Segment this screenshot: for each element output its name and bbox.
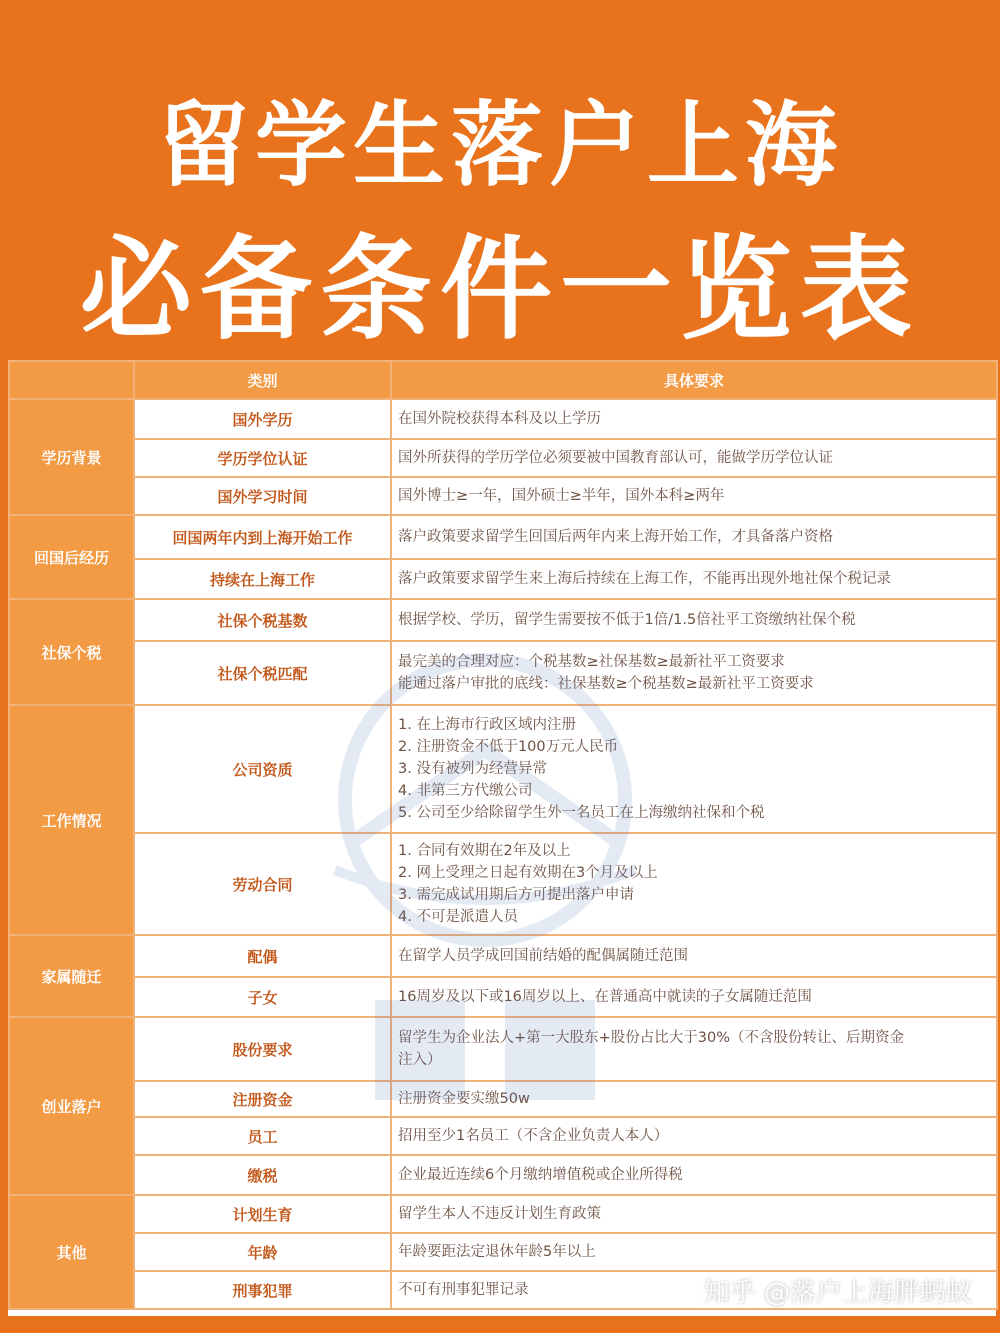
table-row bbox=[9, 641, 997, 705]
table-header-row bbox=[9, 361, 997, 399]
category-cell: 学历背景 bbox=[9, 399, 134, 515]
table-row bbox=[9, 1017, 997, 1081]
header-cell-requirements: 具体要求 bbox=[391, 361, 997, 399]
requirement-line: 不可有刑事犯罪记录 bbox=[398, 1282, 529, 1298]
requirement-cell bbox=[391, 515, 997, 559]
requirement-line: 在国外院校获得本科及以上学历 bbox=[398, 411, 601, 427]
item-cell: 劳动合同 bbox=[134, 833, 391, 935]
table-row bbox=[9, 1081, 997, 1117]
table-row bbox=[9, 1117, 997, 1155]
table-row bbox=[9, 1271, 997, 1309]
requirement-cell bbox=[391, 641, 997, 705]
category-cell: 回国后经历 bbox=[9, 515, 134, 599]
title-area bbox=[0, 0, 1000, 355]
requirements-table-container bbox=[8, 360, 996, 1316]
requirement-cell bbox=[391, 1271, 997, 1309]
requirement-line: 国外博士≥一年，国外硕士≥半年，国外本科≥两年 bbox=[398, 488, 725, 504]
header-cell-blank bbox=[9, 361, 134, 399]
item-cell: 学历学位认证 bbox=[134, 439, 391, 477]
requirement-line: 注入） bbox=[398, 1052, 442, 1068]
requirement-line: 留学生为企业法人+第一大股东+股份占比大于30%（不含股份转让、后期资金 bbox=[398, 1030, 905, 1046]
table-row bbox=[9, 1155, 997, 1195]
table-row bbox=[9, 977, 997, 1017]
requirement-line: 1. 合同有效期在2年及以上 bbox=[398, 843, 571, 859]
page-title-line2: 必备条件一览表 bbox=[80, 225, 920, 355]
requirement-line: 4. 不可是派遣人员 bbox=[398, 909, 518, 925]
requirement-cell bbox=[391, 599, 997, 641]
item-cell: 股份要求 bbox=[134, 1017, 391, 1081]
table-row bbox=[9, 559, 997, 599]
requirement-line: 年龄要距法定退休年龄5年以上 bbox=[398, 1244, 596, 1260]
requirement-line: 2. 注册资金不低于100万元人民币 bbox=[398, 739, 619, 755]
requirement-line: 落户政策要求留学生回国后两年内来上海开始工作，才具备落户资格 bbox=[398, 529, 833, 545]
requirement-line: 2. 网上受理之日起有效期在3个月及以上 bbox=[398, 865, 658, 881]
requirement-cell bbox=[391, 559, 997, 599]
requirement-cell bbox=[391, 935, 997, 977]
category-cell: 社保个税 bbox=[9, 599, 134, 705]
requirement-cell bbox=[391, 399, 997, 439]
requirement-line: 最完美的合理对应：个税基数≥社保基数≥最新社平工资要求 bbox=[398, 654, 785, 670]
table-row bbox=[9, 833, 997, 935]
table-row bbox=[9, 399, 997, 439]
table-row bbox=[9, 1233, 997, 1271]
table-row bbox=[9, 439, 997, 477]
item-cell: 注册资金 bbox=[134, 1081, 391, 1117]
item-cell: 国外学习时间 bbox=[134, 477, 391, 515]
item-cell: 社保个税基数 bbox=[134, 599, 391, 641]
requirement-line: 落户政策要求留学生来上海后持续在上海工作，不能再出现外地社保个税记录 bbox=[398, 571, 891, 587]
requirement-cell bbox=[391, 477, 997, 515]
requirement-line: 能通过落户审批的底线：社保基数≥个税基数≥最新社平工资要求 bbox=[398, 676, 814, 692]
item-cell: 配偶 bbox=[134, 935, 391, 977]
requirement-line: 留学生本人不违反计划生育政策 bbox=[398, 1206, 601, 1222]
item-cell: 计划生育 bbox=[134, 1195, 391, 1233]
requirement-line: 3. 需完成试用期后方可提出落户申请 bbox=[398, 887, 634, 903]
item-cell: 子女 bbox=[134, 977, 391, 1017]
item-cell: 公司资质 bbox=[134, 705, 391, 833]
requirement-line: 3. 没有被列为经营异常 bbox=[398, 761, 547, 777]
item-cell: 年龄 bbox=[134, 1233, 391, 1271]
item-cell: 回国两年内到上海开始工作 bbox=[134, 515, 391, 559]
requirement-line: 16周岁及以下或16周岁以上、在普通高中就读的子女属随迁范围 bbox=[398, 989, 812, 1005]
item-cell: 持续在上海工作 bbox=[134, 559, 391, 599]
requirement-line: 1. 在上海市行政区域内注册 bbox=[398, 717, 576, 733]
requirement-line: 国外所获得的学历学位必须要被中国教育部认可，能做学历学位认证 bbox=[398, 450, 833, 466]
category-cell: 创业落户 bbox=[9, 1017, 134, 1195]
requirement-line: 在留学人员学成回国前结婚的配偶属随迁范围 bbox=[398, 948, 688, 964]
requirement-line: 4. 非第三方代缴公司 bbox=[398, 783, 533, 799]
item-cell: 员工 bbox=[134, 1117, 391, 1155]
requirement-line: 注册资金要实缴50w bbox=[398, 1091, 530, 1107]
table-row bbox=[9, 935, 997, 977]
requirement-cell bbox=[391, 1155, 997, 1195]
category-cell: 家属随迁 bbox=[9, 935, 134, 1017]
requirement-cell bbox=[391, 977, 997, 1017]
table-row bbox=[9, 705, 997, 833]
item-cell: 国外学历 bbox=[134, 399, 391, 439]
requirements-table bbox=[8, 360, 998, 1310]
table-row bbox=[9, 599, 997, 641]
requirement-line: 5. 公司至少给除留学生外一名员工在上海缴纳社保和个税 bbox=[398, 805, 765, 821]
watermark-text: 知乎 @落户上海胖蚂蚁 bbox=[703, 1278, 972, 1308]
item-cell: 刑事犯罪 bbox=[134, 1271, 391, 1309]
requirement-line: 企业最近连续6个月缴纳增值税或企业所得税 bbox=[398, 1167, 683, 1183]
requirement-cell bbox=[391, 705, 997, 833]
requirement-cell bbox=[391, 1017, 997, 1081]
requirement-cell bbox=[391, 1233, 997, 1271]
category-cell: 其他 bbox=[9, 1195, 134, 1309]
requirement-cell bbox=[391, 1117, 997, 1155]
requirement-cell bbox=[391, 833, 997, 935]
category-cell: 工作情况 bbox=[9, 705, 134, 935]
requirement-cell bbox=[391, 1195, 997, 1233]
requirement-line: 招用至少1名员工（不含企业负责人本人） bbox=[398, 1128, 669, 1144]
requirement-cell bbox=[391, 439, 997, 477]
table-row bbox=[9, 515, 997, 559]
page-title-line1: 留学生落户上海 bbox=[156, 92, 843, 199]
table-row bbox=[9, 1195, 997, 1233]
table-row bbox=[9, 477, 997, 515]
item-cell: 缴税 bbox=[134, 1155, 391, 1195]
header-cell-category: 类别 bbox=[134, 361, 391, 399]
item-cell: 社保个税匹配 bbox=[134, 641, 391, 705]
requirement-line: 根据学校、学历，留学生需要按不低于1倍/1.5倍社平工资缴纳社保个税 bbox=[398, 612, 856, 628]
requirement-cell bbox=[391, 1081, 997, 1117]
